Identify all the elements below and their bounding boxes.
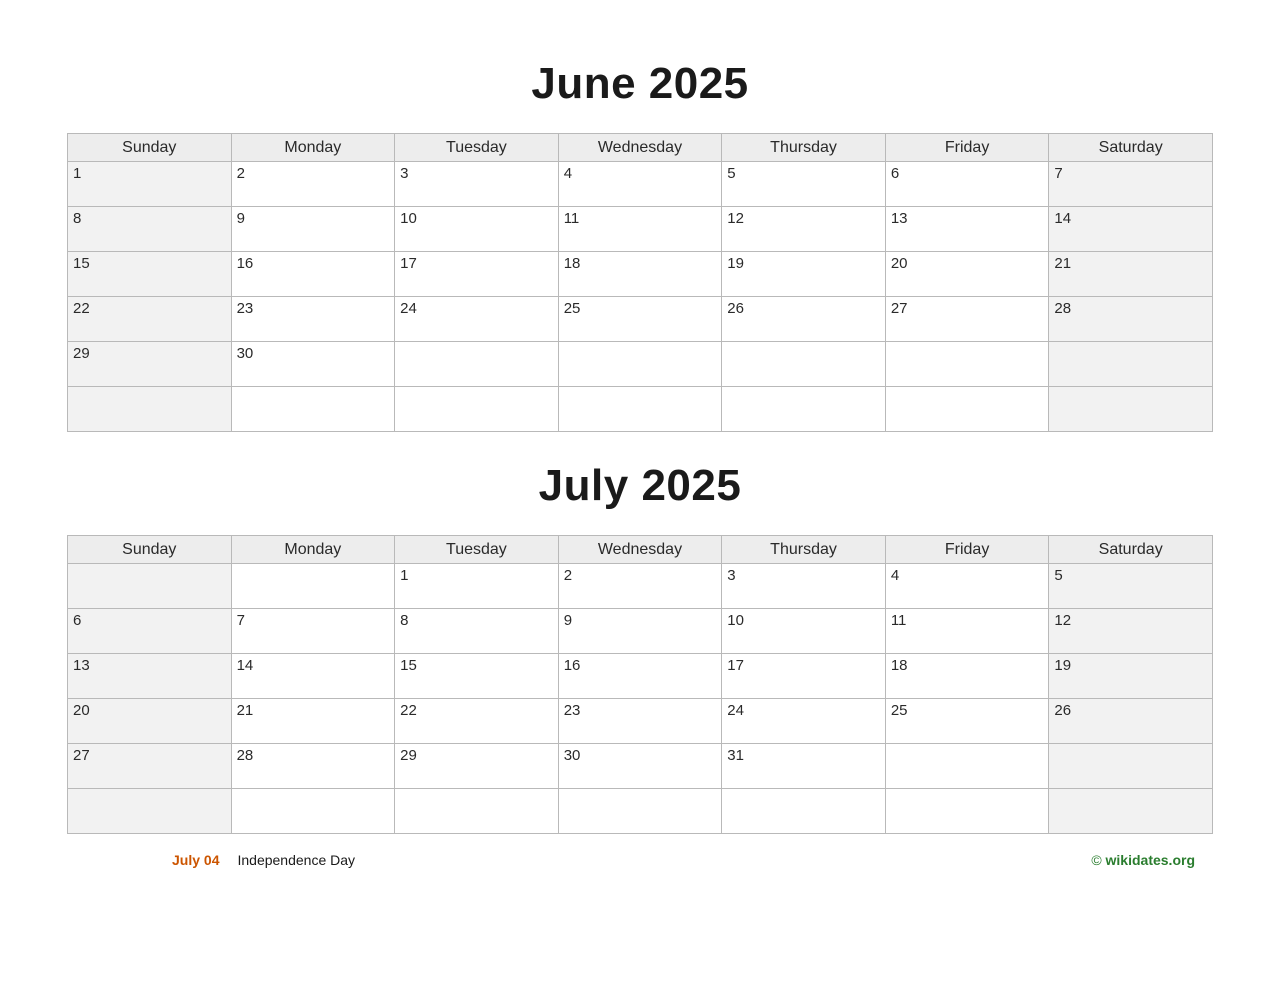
day-cell[interactable] <box>68 342 232 387</box>
day-cell-empty[interactable] <box>231 789 395 834</box>
day-cell[interactable] <box>231 342 395 387</box>
calendar-week-row <box>68 654 1213 699</box>
day-cell[interactable] <box>885 564 1049 609</box>
day-cell[interactable] <box>231 654 395 699</box>
day-number: 20 <box>73 702 90 719</box>
day-number: 16 <box>236 255 254 272</box>
day-cell[interactable] <box>558 207 722 252</box>
day-cell-empty[interactable] <box>395 342 559 387</box>
day-number: 6 <box>73 612 82 629</box>
holiday-date: July 04 <box>172 852 220 868</box>
day-number: 31 <box>727 747 744 764</box>
day-number <box>559 342 722 346</box>
day-cell[interactable] <box>558 744 722 789</box>
day-cell[interactable] <box>68 699 232 744</box>
month-block-july <box>67 432 1213 834</box>
day-number: 15 <box>400 657 417 674</box>
calendar-week-row <box>68 789 1213 834</box>
day-number: 13 <box>73 657 90 674</box>
day-cell[interactable] <box>558 654 722 699</box>
day-cell[interactable] <box>395 297 559 342</box>
calendar-week-row <box>68 207 1213 252</box>
weekday-header-friday: Friday <box>885 134 1049 162</box>
day-cell[interactable] <box>722 297 886 342</box>
day-cell[interactable] <box>68 654 232 699</box>
day-number <box>559 387 722 391</box>
day-number: 7 <box>236 612 245 629</box>
day-cell-empty[interactable] <box>722 789 886 834</box>
day-number: 11 <box>563 210 580 227</box>
day-number: 28 <box>236 747 254 764</box>
day-number: 17 <box>400 255 417 272</box>
day-cell[interactable] <box>1049 564 1213 609</box>
day-number <box>68 564 231 568</box>
day-cell[interactable] <box>885 609 1049 654</box>
day-number: 2 <box>236 165 245 182</box>
day-cell[interactable] <box>885 252 1049 297</box>
day-cell[interactable] <box>1049 207 1213 252</box>
calendar-table-june <box>67 133 1213 432</box>
day-number <box>395 789 558 793</box>
day-number: 27 <box>73 747 90 764</box>
weekday-header-thursday: Thursday <box>722 536 886 564</box>
weekday-header-tuesday: Tuesday <box>395 134 559 162</box>
day-cell-empty[interactable] <box>558 789 722 834</box>
day-cell[interactable] <box>1049 699 1213 744</box>
day-cell[interactable] <box>558 699 722 744</box>
day-number: 19 <box>727 255 744 272</box>
weekday-header-thursday: Thursday <box>722 134 886 162</box>
day-number: 13 <box>890 210 908 227</box>
calendar-week-row <box>68 699 1213 744</box>
day-number: 24 <box>727 702 744 719</box>
day-number: 10 <box>727 612 744 629</box>
day-number <box>722 387 885 391</box>
day-number: 27 <box>890 300 908 317</box>
day-cell[interactable] <box>68 609 232 654</box>
day-number: 5 <box>1054 567 1063 584</box>
day-cell[interactable] <box>68 252 232 297</box>
day-number: 28 <box>1054 300 1072 317</box>
weekday-header-saturday: Saturday <box>1049 536 1213 564</box>
calendar-week-row <box>68 609 1213 654</box>
day-cell[interactable] <box>885 162 1049 207</box>
day-cell-empty[interactable] <box>885 387 1049 432</box>
day-cell-empty[interactable] <box>558 387 722 432</box>
day-number: 30 <box>236 345 254 362</box>
day-number: 25 <box>563 300 581 317</box>
day-number: 25 <box>890 702 908 719</box>
day-cell[interactable] <box>558 297 722 342</box>
day-cell[interactable] <box>1049 609 1213 654</box>
day-number <box>1049 744 1212 748</box>
day-number: 17 <box>727 657 744 674</box>
weekday-header-saturday: Saturday <box>1049 134 1213 162</box>
day-number: 22 <box>400 702 417 719</box>
weekday-header-tuesday: Tuesday <box>395 536 559 564</box>
day-cell[interactable] <box>885 699 1049 744</box>
day-cell[interactable] <box>395 699 559 744</box>
day-cell[interactable] <box>395 162 559 207</box>
day-number: 4 <box>890 567 900 584</box>
day-number: 3 <box>400 165 409 182</box>
day-cell[interactable] <box>558 162 722 207</box>
day-cell[interactable] <box>1049 654 1213 699</box>
day-cell[interactable] <box>395 654 559 699</box>
day-number: 9 <box>563 612 573 629</box>
day-number: 18 <box>563 255 581 272</box>
day-cell-empty[interactable] <box>231 564 395 609</box>
day-number: 16 <box>563 657 581 674</box>
day-cell[interactable] <box>68 744 232 789</box>
day-cell-empty[interactable] <box>231 387 395 432</box>
day-number <box>68 387 231 391</box>
day-number: 7 <box>1054 165 1063 182</box>
day-cell-empty[interactable] <box>1049 342 1213 387</box>
day-number: 11 <box>890 612 907 629</box>
day-cell[interactable] <box>395 252 559 297</box>
calendar-week-row <box>68 297 1213 342</box>
day-number: 22 <box>73 300 90 317</box>
day-number: 23 <box>563 702 581 719</box>
day-number: 8 <box>400 612 409 629</box>
day-number <box>886 387 1049 391</box>
day-number <box>1049 387 1212 391</box>
day-cell-empty[interactable] <box>68 564 232 609</box>
calendar-week-row <box>68 387 1213 432</box>
day-number <box>232 564 395 568</box>
day-number <box>559 789 722 793</box>
weekday-header-monday: Monday <box>231 134 395 162</box>
day-cell-empty[interactable] <box>68 387 232 432</box>
day-number: 1 <box>400 567 409 584</box>
month-title-july: July 2025 <box>538 461 742 510</box>
day-cell[interactable] <box>722 654 886 699</box>
month-title-june: June 2025 <box>531 59 749 108</box>
day-number <box>722 342 885 346</box>
day-cell[interactable] <box>722 609 886 654</box>
day-cell-empty[interactable] <box>1049 789 1213 834</box>
weekday-header-row <box>68 134 1213 162</box>
day-cell-empty[interactable] <box>885 744 1049 789</box>
day-number: 8 <box>73 210 82 227</box>
day-number: 23 <box>236 300 254 317</box>
day-cell[interactable] <box>722 699 886 744</box>
calendar-week-row <box>68 564 1213 609</box>
day-cell[interactable] <box>395 564 559 609</box>
day-number: 26 <box>1054 702 1072 719</box>
day-cell-empty[interactable] <box>1049 387 1213 432</box>
day-cell[interactable] <box>558 252 722 297</box>
day-number: 18 <box>890 657 908 674</box>
day-cell[interactable] <box>231 252 395 297</box>
day-number <box>886 342 1049 346</box>
day-number: 4 <box>563 165 573 182</box>
calendar-week-row <box>68 162 1213 207</box>
calendar-week-row <box>68 252 1213 297</box>
day-number: 3 <box>727 567 736 584</box>
day-cell[interactable] <box>68 207 232 252</box>
day-number: 30 <box>563 747 581 764</box>
day-number <box>232 387 395 391</box>
weekday-header-wednesday: Wednesday <box>558 134 722 162</box>
day-number: 2 <box>563 567 573 584</box>
day-cell-empty[interactable] <box>68 789 232 834</box>
day-cell-empty[interactable] <box>885 342 1049 387</box>
day-cell[interactable] <box>722 564 886 609</box>
calendar-week-row <box>68 744 1213 789</box>
brand-name: wikidates.org <box>1105 852 1195 868</box>
day-number: 10 <box>400 210 417 227</box>
day-cell[interactable] <box>885 654 1049 699</box>
weekday-header-sunday: Sunday <box>68 134 232 162</box>
day-number: 6 <box>890 165 900 182</box>
day-number: 9 <box>236 210 245 227</box>
day-cell[interactable] <box>231 207 395 252</box>
day-number: 21 <box>236 702 254 719</box>
day-number: 15 <box>73 255 90 272</box>
day-cell[interactable] <box>722 744 886 789</box>
day-cell[interactable] <box>1049 252 1213 297</box>
day-cell[interactable] <box>395 207 559 252</box>
day-cell-empty[interactable] <box>558 342 722 387</box>
weekday-header-row <box>68 536 1213 564</box>
copyright-icon: © <box>1091 852 1102 868</box>
day-cell-empty[interactable] <box>395 789 559 834</box>
day-number <box>722 789 885 793</box>
day-cell-empty[interactable] <box>722 387 886 432</box>
day-number <box>1049 342 1212 346</box>
day-cell[interactable] <box>722 252 886 297</box>
day-cell[interactable] <box>231 297 395 342</box>
day-number <box>886 744 1049 748</box>
day-number: 1 <box>73 165 82 182</box>
day-cell[interactable] <box>885 207 1049 252</box>
day-cell[interactable] <box>231 609 395 654</box>
site-credit[interactable] <box>1091 852 1195 868</box>
day-number <box>395 342 558 346</box>
day-cell[interactable] <box>1049 297 1213 342</box>
day-number: 29 <box>73 345 90 362</box>
day-number: 26 <box>727 300 744 317</box>
day-cell[interactable] <box>395 609 559 654</box>
day-number: 21 <box>1054 255 1072 272</box>
day-number: 20 <box>890 255 908 272</box>
day-number <box>232 789 395 793</box>
month-block-june <box>67 0 1213 432</box>
day-number <box>68 789 231 793</box>
day-number: 12 <box>1054 612 1072 629</box>
day-cell[interactable] <box>1049 162 1213 207</box>
day-cell-empty[interactable] <box>722 342 886 387</box>
holiday-name: Independence Day <box>237 852 356 868</box>
weekday-header-monday: Monday <box>231 536 395 564</box>
day-cell-empty[interactable] <box>885 789 1049 834</box>
day-cell[interactable] <box>885 297 1049 342</box>
day-cell[interactable] <box>68 297 232 342</box>
day-cell-empty[interactable] <box>395 387 559 432</box>
day-cell[interactable] <box>722 207 886 252</box>
day-cell-empty[interactable] <box>1049 744 1213 789</box>
day-cell[interactable] <box>68 162 232 207</box>
holiday-legend <box>67 852 355 868</box>
calendar-week-row <box>68 342 1213 387</box>
day-number: 19 <box>1054 657 1072 674</box>
day-number <box>1049 789 1212 793</box>
calendar-table-july <box>67 535 1213 834</box>
day-number: 29 <box>400 747 417 764</box>
day-number <box>886 789 1049 793</box>
day-cell[interactable] <box>558 609 722 654</box>
day-cell[interactable] <box>395 744 559 789</box>
day-number: 5 <box>727 165 736 182</box>
day-cell[interactable] <box>231 699 395 744</box>
day-number <box>395 387 558 391</box>
day-cell[interactable] <box>231 744 395 789</box>
page-footer <box>67 834 1213 868</box>
weekday-header-wednesday: Wednesday <box>558 536 722 564</box>
day-cell[interactable] <box>558 564 722 609</box>
day-cell[interactable] <box>722 162 886 207</box>
day-number: 12 <box>727 210 744 227</box>
day-number: 24 <box>400 300 417 317</box>
day-number: 14 <box>1054 210 1072 227</box>
day-cell[interactable] <box>231 162 395 207</box>
weekday-header-sunday: Sunday <box>68 536 232 564</box>
weekday-header-friday: Friday <box>885 536 1049 564</box>
day-number: 14 <box>236 657 254 674</box>
